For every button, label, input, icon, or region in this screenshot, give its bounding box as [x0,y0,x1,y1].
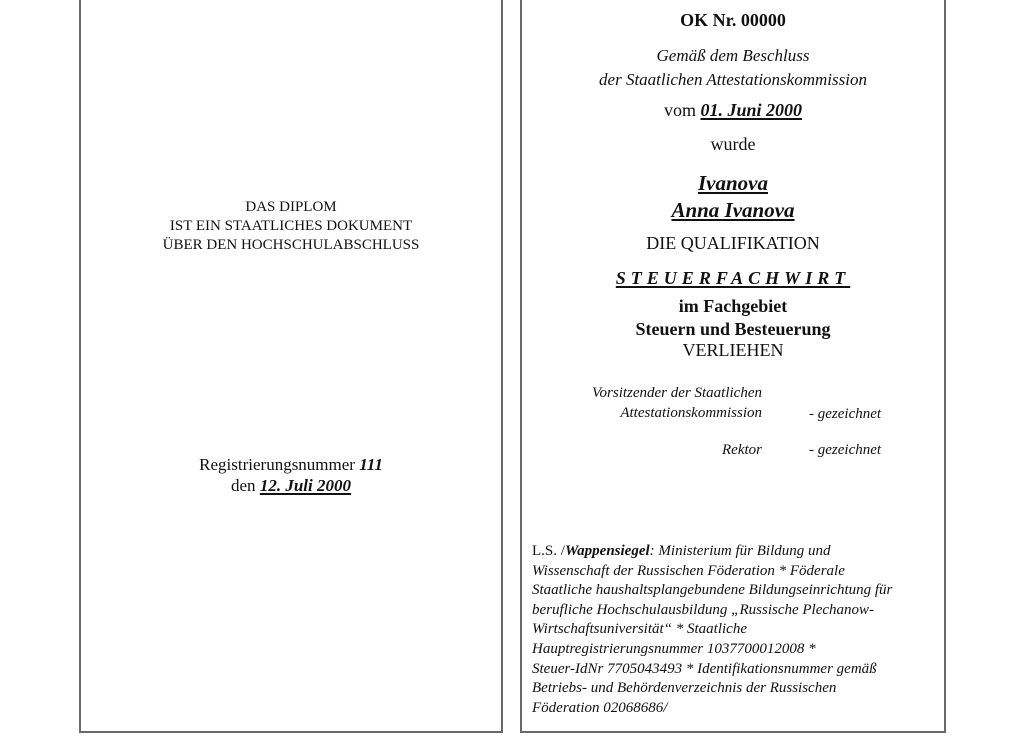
signature-status-rector: - gezeichnet [809,442,882,458]
signature-title-line: Attestationskommission [620,405,762,421]
signature-title-chairman [522,383,762,423]
qualification-title: STEUERFACHWIRT [615,268,851,288]
registration-date: 12. Juli 2000 [259,476,351,495]
field-name: Steuern und Besteuerung [635,319,831,339]
registration-label: Registrierungsnummer [199,455,355,474]
seal-label: Wappensiegel [564,543,650,559]
ok-number: OK Nr. 00000 [680,10,786,30]
signature-status-chairman: - gezeichnet [809,406,882,422]
diploma-statement [81,198,501,255]
diploma-left-page [79,0,503,733]
conferred-text: VERLIEHEN [682,340,784,360]
wurde-text: wurde [710,134,756,154]
decision-line: der Staatlichen Attestationskommission [599,70,867,89]
statement-line: DAS DIPLOM [245,199,337,215]
seal-prefix: L.S. / [532,543,565,559]
decision-date: 01. Juni 2000 [700,100,803,120]
statement-line: ÜBER DEN HOCHSCHULABSCHLUSS [162,237,420,253]
seal-line: Föderation 02068686/ [532,699,668,716]
graduate-name [522,170,944,224]
field-prefix: im Fachgebiet [678,296,788,316]
decision-line: Gemäß dem Beschluss [656,46,810,65]
field-block [522,295,944,341]
statement-line: IST EIN STAATLICHES DOKUMENT [169,218,413,234]
seal-line: Hauptregistrierungsnummer 1037700012008 * [532,640,816,657]
seal-line: Staatliche haushaltsplangebundene Bildungseinrichtung für [532,582,893,599]
registration-date-prefix: den [231,476,256,495]
seal-line: Betriebs- und Behördenverzeichnis der Russischen [532,680,837,697]
signature-title-line: Vorsitzender der Staatlichen [592,385,762,401]
decision-date-line [522,100,944,121]
seal-line: berufliche Hochschulausbildung „Russische Plechanow- [532,601,875,618]
seal-line: Steuer-IdNr 7705043493 * Identifikationsnummer gemäß [532,660,877,677]
seal-statement [532,542,952,718]
signature-title-rector: Rektor [722,442,762,458]
seal-line: Wissenschaft der Russischen Föderation * Föderale [532,562,845,579]
seal-line: : Ministerium für Bildung und [649,543,831,559]
registration-number: 111 [359,455,383,474]
decision-text [522,44,944,92]
seal-line: Wirtschaftsuniversität“ * Staatliche [532,621,747,638]
qualification-label: DIE QUALIFIKATION [646,233,820,253]
registration-block [81,454,501,496]
graduate-given-names: Anna Ivanova [671,198,795,222]
diploma-right-page [520,0,946,733]
decision-date-prefix: vom [663,100,696,120]
graduate-surname: Ivanova [698,171,768,195]
